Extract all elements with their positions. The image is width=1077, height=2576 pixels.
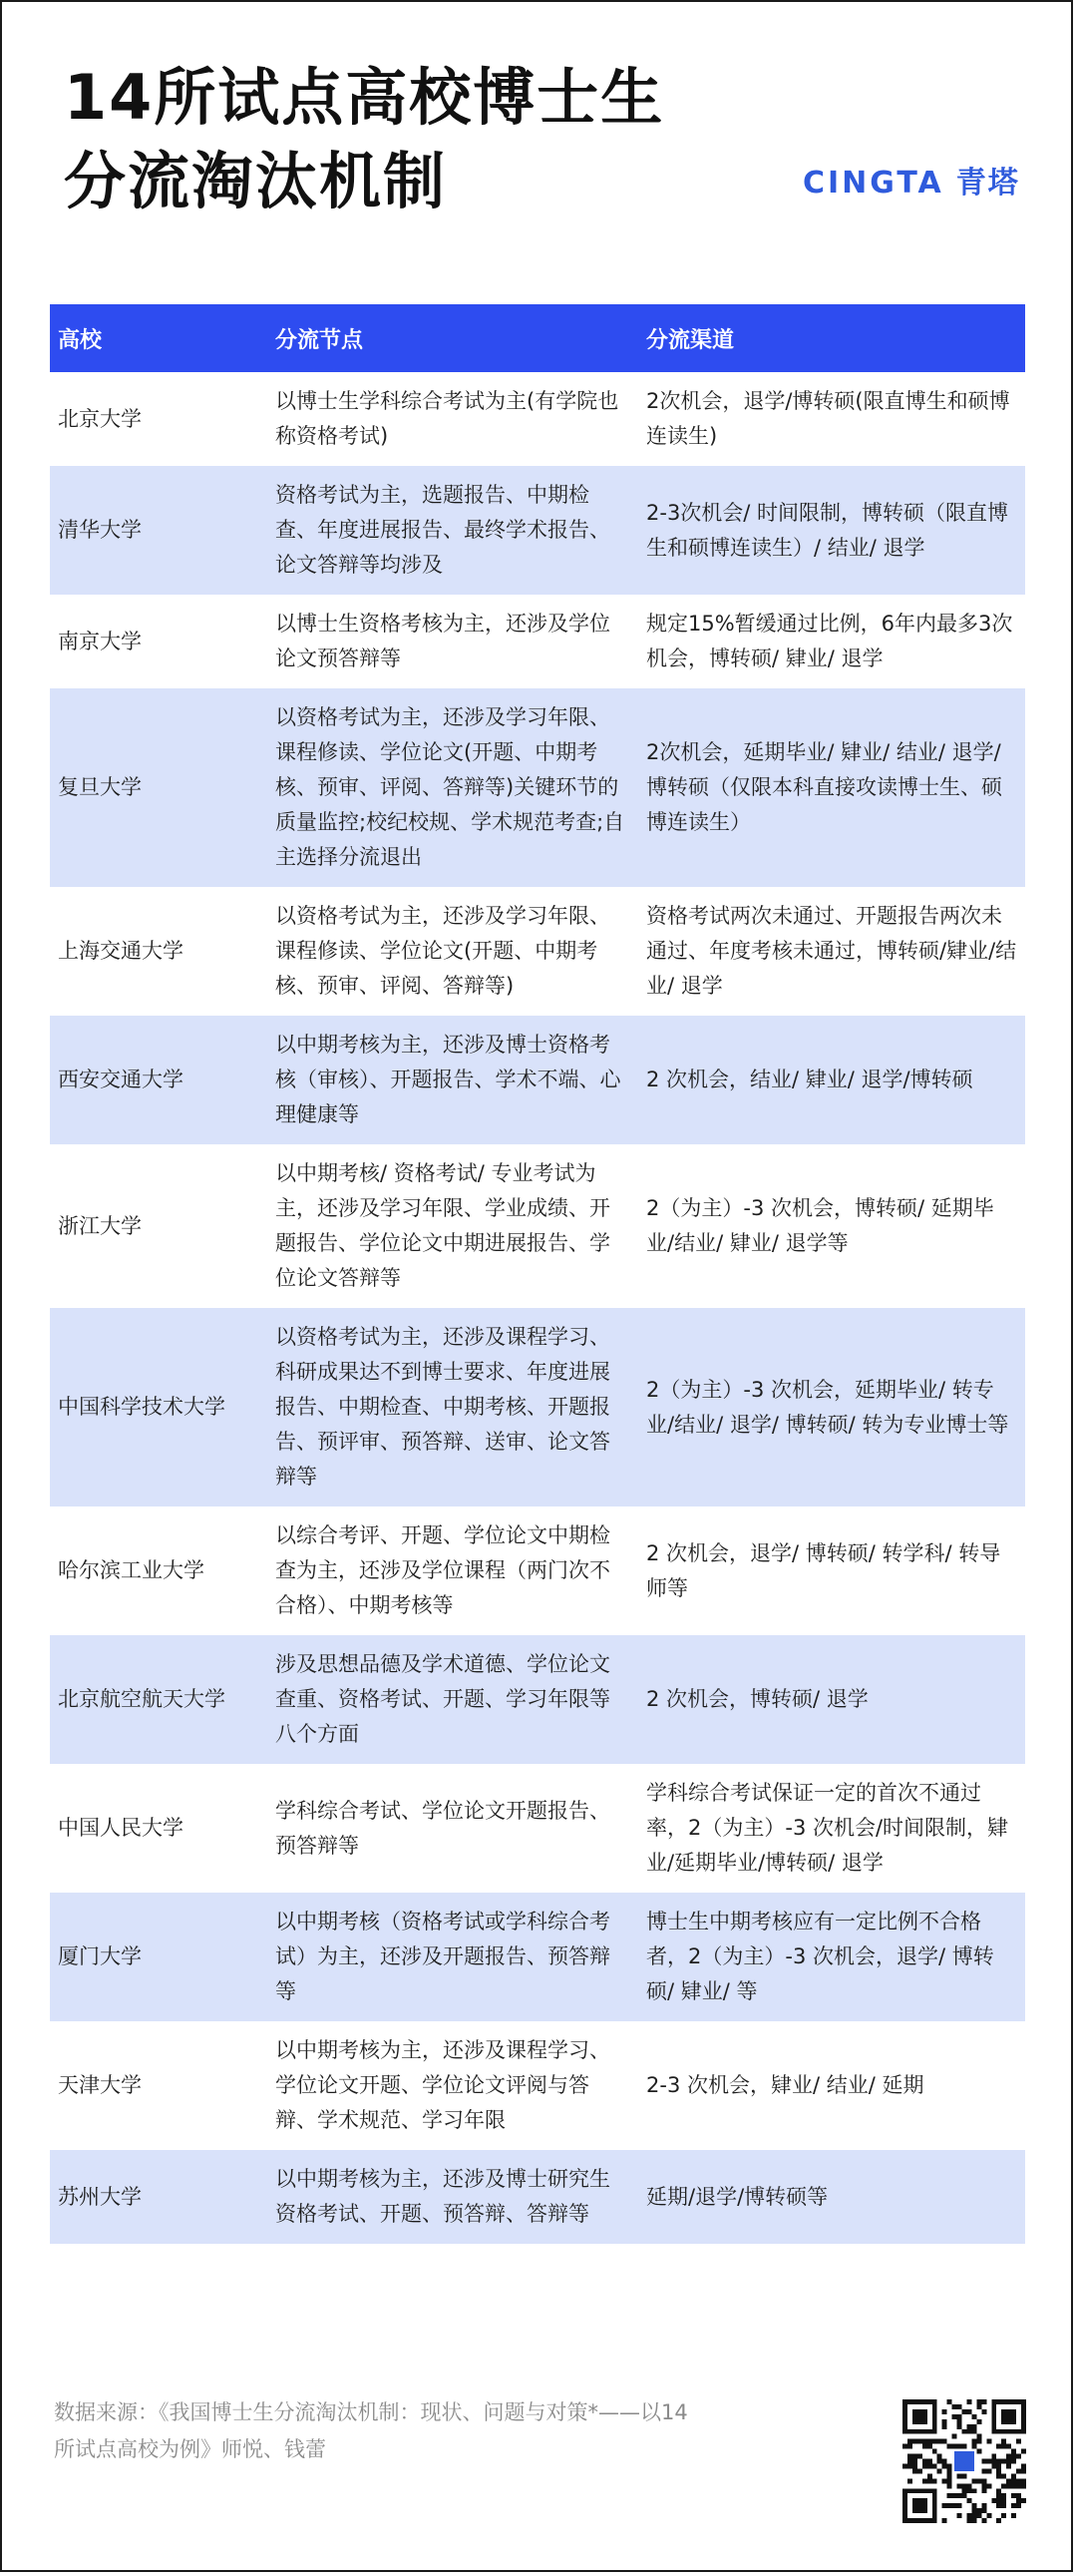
cell-channel: 2 次机会，博转硕/ 退学 xyxy=(638,1635,1025,1764)
cell-school: 浙江大学 xyxy=(50,1144,267,1308)
cell-school: 南京大学 xyxy=(50,595,267,688)
cell-node: 以资格考试为主，还涉及学习年限、课程修读、学位论文(开题、中期考核、预审、评阅、答辩等)关键环节的质量监控;校纪校规、学术规范考查;自主选择分流退出 xyxy=(267,688,638,887)
cell-channel: 2（为主）-3 次机会，博转硕/ 延期毕业/结业/ 肄业/ 退学等 xyxy=(638,1144,1025,1308)
cell-node: 以中期考核为主，还涉及博士资格考核（审核）、开题报告、学术不端、心理健康等 xyxy=(267,1016,638,1144)
table-row xyxy=(50,887,1025,1016)
cell-school: 哈尔滨工业大学 xyxy=(50,1506,267,1635)
table-row xyxy=(50,2021,1025,2150)
cell-node: 以综合考评、开题、学位论文中期检查为主，还涉及学位课程（两门次不合格）、中期考核等 xyxy=(267,1506,638,1635)
cell-school: 西安交通大学 xyxy=(50,1016,267,1144)
cell-school: 北京航空航天大学 xyxy=(50,1635,267,1764)
cell-school: 北京大学 xyxy=(50,372,267,466)
cell-node: 以博士生资格考核为主，还涉及学位论文预答辩等 xyxy=(267,595,638,688)
cell-school: 中国科学技术大学 xyxy=(50,1308,267,1506)
page-title: 14所试点高校博士生 分流淘汰机制 xyxy=(64,61,665,217)
header-school: 高校 xyxy=(50,304,267,372)
comparison-table xyxy=(50,304,1025,2244)
cell-school: 中国人民大学 xyxy=(50,1764,267,1893)
table-row xyxy=(50,466,1025,595)
cell-channel: 学科综合考试保证一定的首次不通过率，2（为主）-3 次机会/时间限制，肄业/延期毕业/博转硕/ 退学 xyxy=(638,1764,1025,1893)
table-row xyxy=(50,372,1025,466)
table-row xyxy=(50,2150,1025,2244)
cell-node: 以中期考核（资格考试或学科综合考试）为主，还涉及开题报告、预答辩等 xyxy=(267,1893,638,2021)
cell-school: 复旦大学 xyxy=(50,688,267,887)
table-row xyxy=(50,1764,1025,1893)
cell-channel: 2 次机会，结业/ 肄业/ 退学/博转硕 xyxy=(638,1016,1025,1144)
table-header-row xyxy=(50,304,1025,372)
cell-school: 天津大学 xyxy=(50,2021,267,2150)
table-row xyxy=(50,688,1025,887)
header-channel: 分流渠道 xyxy=(638,304,1025,372)
source-note: 数据来源：《我国博士生分流淘汰机制：现状、问题与对策*——以14所试点高校为例》师悦、钱蕾 xyxy=(54,2400,688,2461)
table-body xyxy=(50,372,1025,2244)
cell-channel: 2-3次机会/ 时间限制，博转硕（限直博生和硕博连读生）/ 结业/ 退学 xyxy=(638,466,1025,595)
cell-channel: 2-3 次机会，肄业/ 结业/ 延期 xyxy=(638,2021,1025,2150)
cell-channel: 博士生中期考核应有一定比例不合格者，2（为主）-3 次机会，退学/ 博转硕/ 肄业/ 等 xyxy=(638,1893,1025,2021)
table-row xyxy=(50,1016,1025,1144)
cell-channel: 2次机会，延期毕业/ 肄业/ 结业/ 退学/博转硕（仅限本科直接攻读博士生、硕博连读生） xyxy=(638,688,1025,887)
cell-school: 清华大学 xyxy=(50,466,267,595)
table-row xyxy=(50,1635,1025,1764)
cell-node: 以博士生学科综合考试为主(有学院也称资格考试) xyxy=(267,372,638,466)
cell-channel: 延期/退学/博转硕等 xyxy=(638,2150,1025,2244)
table-row xyxy=(50,1308,1025,1506)
cell-school: 苏州大学 xyxy=(50,2150,267,2244)
cell-node: 资格考试为主，选题报告、中期检查、年度进展报告、最终学术报告、论文答辩等均涉及 xyxy=(267,466,638,595)
qr-code-icon xyxy=(902,2399,1026,2523)
table-row xyxy=(50,1506,1025,1635)
cell-channel: 2次机会，退学/博转硕(限直博生和硕博连读生) xyxy=(638,372,1025,466)
cell-school: 厦门大学 xyxy=(50,1893,267,2021)
cell-node: 以中期考核为主，还涉及博士研究生资格考试、开题、预答辩、答辩等 xyxy=(267,2150,638,2244)
cell-node: 以中期考核为主，还涉及课程学习、学位论文开题、学位论文评阅与答辩、学术规范、学习年限 xyxy=(267,2021,638,2150)
table-row xyxy=(50,1144,1025,1308)
cell-channel: 2（为主）-3 次机会，延期毕业/ 转专业/结业/ 退学/ 博转硕/ 转为专业博士等 xyxy=(638,1308,1025,1506)
cell-node: 以中期考核/ 资格考试/ 专业考试为主，还涉及学习年限、学业成绩、开题报告、学位论文中期进展报告、学位论文答辩等 xyxy=(267,1144,638,1308)
cell-node: 涉及思想品德及学术道德、学位论文查重、资格考试、开题、学习年限等八个方面 xyxy=(267,1635,638,1764)
cell-node: 以资格考试为主，还涉及课程学习、科研成果达不到博士要求、年度进展报告、中期检查、中期考核、开题报告、预评审、预答辩、送审、论文答辩等 xyxy=(267,1308,638,1506)
cell-channel: 资格考试两次未通过、开题报告两次未通过、年度考核未通过，博转硕/肄业/结业/ 退学 xyxy=(638,887,1025,1016)
cell-node: 以资格考试为主，还涉及学习年限、课程修读、学位论文(开题、中期考核、预审、评阅、答辩等) xyxy=(267,887,638,1016)
brand-logo xyxy=(803,158,1020,202)
table-row xyxy=(50,1893,1025,2021)
brand-latin: CINGTA xyxy=(803,166,944,201)
cell-school: 上海交通大学 xyxy=(50,887,267,1016)
cell-node: 学科综合考试、学位论文开题报告、预答辩等 xyxy=(267,1764,638,1893)
cell-channel: 2 次机会，退学/ 博转硕/ 转学科/ 转导师等 xyxy=(638,1506,1025,1635)
brand-cn: 青塔 xyxy=(955,166,1020,201)
cell-channel: 规定15%暂缓通过比例，6年内最多3次机会，博转硕/ 肄业/ 退学 xyxy=(638,595,1025,688)
header-node: 分流节点 xyxy=(267,304,638,372)
table-row xyxy=(50,595,1025,688)
